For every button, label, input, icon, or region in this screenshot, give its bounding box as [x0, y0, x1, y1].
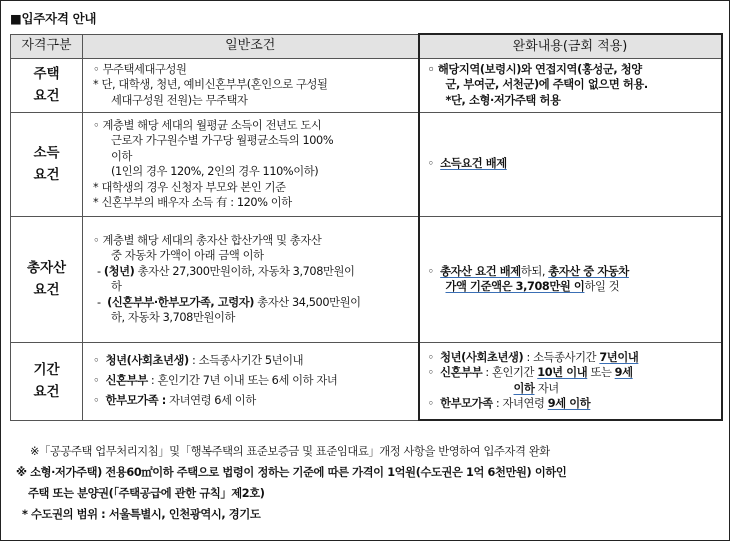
assets-family: - (신혼부부·한부모가족, 고령자) 총자산 34,500만원이: [97, 295, 361, 309]
relief-income-text: 소득요건 배제: [440, 157, 507, 171]
footnotes: [10, 441, 722, 525]
footnote-small-housing: ※ 소형·저가주택) 전용60㎡이하 주택으로 법령이 정하는 기준에 따른 가격이 1억원(수도권은 1억 6천만원) 이하인: [16, 466, 567, 479]
general-income: ◦ 계층별 해당 세대의 월평균 소득이 전년도 도시 근로자 가구원수별 가구당 월평균소득의 100% 이하 (1인의 경우 120%, 2인의 경우 110%이하) * 대학생의 경우 신청자 부모와 본인 기준 * 신혼부부의 배우자 소득 有 : 120% 이하: [83, 112, 419, 216]
relief-housing: ◦ 해당지역(보령시)와 연접지역(홍성군, 청양 군, 부여군, 서천군)에 주택이 없으면 허용. *단, 소형·저가주택 허용: [419, 58, 722, 112]
table-header-row: [11, 34, 722, 58]
page-title: ■입주자격 안내: [10, 11, 97, 26]
eligibility-table: [10, 33, 723, 421]
table-row-assets: [11, 216, 722, 342]
header-general: 일반조건: [83, 34, 419, 58]
relief-assets: ◦ 총자산 요건 배제하되, 총자산 중 자동차 가액 기준액은 3,708만원 이하일 것: [419, 216, 722, 342]
footnote-capital-area: * 수도권의 범위 : 서울특별시, 인천광역시, 경기도: [22, 508, 261, 521]
footnote-small-housing-cont: 주택 또는 분양권(「주택공급에 관한 규칙」제2호): [28, 487, 265, 500]
general-period: ◦ 청년(사회초년생) : 소득종사기간 5년이내 ◦ 신혼부부 : 혼인기간 7년 이내 또는 6세 이하 자녀 ◦ 한부모가족 : 자녀연령 6세 이하: [83, 342, 419, 420]
relief-period: ◦ 청년(사회초년생) : 소득종사기간 7년이내 ◦ 신혼부부 : 혼인기간 10년 이내 또는 9세 이하 자녀 ◦ 한부모가족 : 자녀연령 9세 이하: [419, 342, 722, 420]
header-relief: 완화내용(금회 적용): [419, 34, 722, 58]
header-category: 자격구분: [11, 34, 83, 58]
relief-income: ◦ 소득요건 배제: [419, 112, 722, 216]
assets-youth: - (청년) 총자산 27,300만원이하, 자동차 3,708만원이: [97, 264, 355, 278]
label-housing: 주택 요건: [11, 58, 83, 112]
label-assets: 총자산 요건: [11, 216, 83, 342]
label-income: 소득 요건: [11, 112, 83, 216]
footnote-guideline: ※「공공주택 업무처리지침」및「행복주택의 표준보증금 및 표준임대료」개정 사항을 반영하여 입주자격 완화: [30, 445, 550, 458]
table-row-period: [11, 342, 722, 420]
label-period: 기간 요건: [11, 342, 83, 420]
general-housing: ◦ 무주택세대구성원 * 단, 대학생, 청년, 예비신혼부부(혼인으로 구성될 세대구성원 전원)는 무주택자: [83, 58, 419, 112]
general-assets: ◦ 계층별 해당 세대의 총자산 합산가액 및 총자산 중 자동차 가액이 아래 금액 이하 - (청년) 총자산 27,300만원이하, 자동차 3,708만원이 하 - (신혼부부·한부모가족, 고령자) 총자산 34,500만원이 하, 자동차 3,708만원이하: [83, 216, 419, 342]
table-row-income: [11, 112, 722, 216]
table-row-housing: [11, 58, 722, 112]
